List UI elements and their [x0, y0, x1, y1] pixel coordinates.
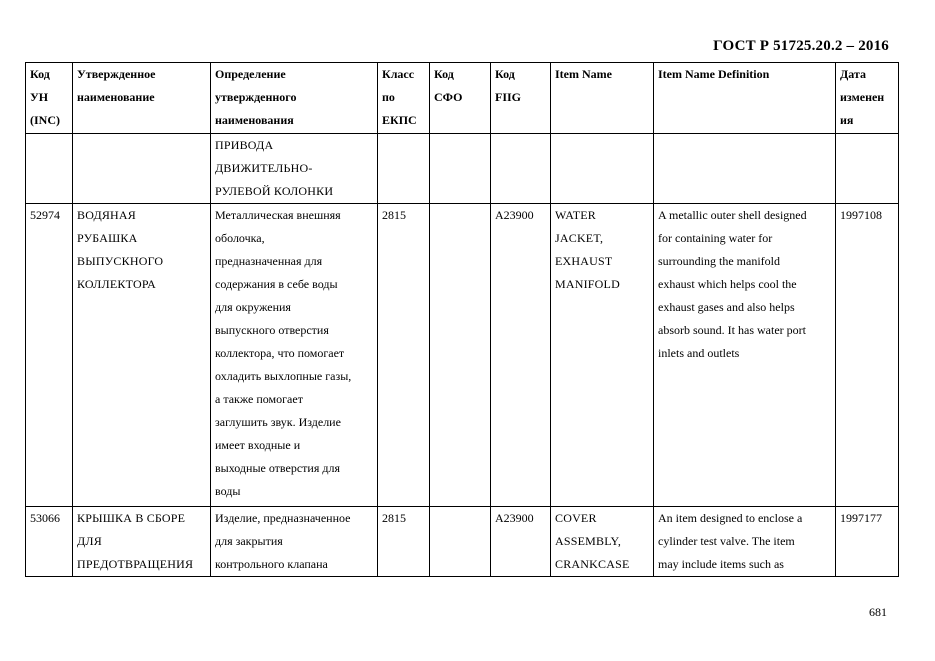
cell-approved-name: КРЫШКА В СБОРЕ ДЛЯ ПРЕДОТВРАЩЕНИЯ: [73, 507, 211, 577]
cell-inc: 52974: [26, 204, 73, 507]
table-row: [26, 507, 899, 577]
column-header-item-name-definition: Item Name Definition: [654, 63, 836, 134]
cell-inc: 53066: [26, 507, 73, 577]
cell-sfo-code: [430, 204, 491, 507]
cell-definition: Металлическая внешняя оболочка, предназначенная для содержания в себе воды для окружения выпускного отверстия коллектора, что помогает охладить выхлопные газы, а также помогает заглушить звук. Изделие имеет входные и выходные отверстия для воды: [211, 204, 378, 507]
table-header-row: [26, 63, 899, 134]
column-header-item-name: Item Name: [551, 63, 654, 134]
cell-item-name-definition: An item designed to enclose a cylinder test valve. The item may include items such as: [654, 507, 836, 577]
table-row: [26, 134, 899, 204]
column-header-inc: Код УН (INC): [26, 63, 73, 134]
cell-item-name-definition: A metallic outer shell designed for containing water for surrounding the manifold exhaust which helps cool the exhaust gases and also helps absorb sound. It has water port inlets and outlets: [654, 204, 836, 507]
cell-sfo-code: [430, 134, 491, 204]
cell-item-name-definition: [654, 134, 836, 204]
document-standard-title: ГОСТ Р 51725.20.2 – 2016: [713, 38, 889, 54]
cell-fiig-code: A23900: [491, 507, 551, 577]
gost-item-table: [25, 62, 899, 577]
cell-definition: Изделие, предназначенное для закрытия контрольного клапана: [211, 507, 378, 577]
page-number: 681: [869, 605, 887, 619]
column-header-fiig-code: Код FIIG: [491, 63, 551, 134]
cell-sfo-code: [430, 507, 491, 577]
table-row: [26, 204, 899, 507]
cell-change-date: [836, 134, 899, 204]
column-header-sfo-code: Код СФО: [430, 63, 491, 134]
cell-approved-name: [73, 134, 211, 204]
cell-item-name: COVER ASSEMBLY, CRANKCASE: [551, 507, 654, 577]
cell-ekps-class: 2815: [378, 507, 430, 577]
cell-definition: ПРИВОДА ДВИЖИТЕЛЬНО- РУЛЕВОЙ КОЛОНКИ: [211, 134, 378, 204]
cell-fiig-code: [491, 134, 551, 204]
cell-inc: [26, 134, 73, 204]
cell-change-date: 1997108: [836, 204, 899, 507]
column-header-definition: Определение утвержденного наименования: [211, 63, 378, 134]
cell-item-name: [551, 134, 654, 204]
cell-ekps-class: 2815: [378, 204, 430, 507]
cell-fiig-code: A23900: [491, 204, 551, 507]
cell-change-date: 1997177: [836, 507, 899, 577]
column-header-approved-name: Утвержденное наименование: [73, 63, 211, 134]
cell-ekps-class: [378, 134, 430, 204]
cell-approved-name: ВОДЯНАЯ РУБАШКА ВЫПУСКНОГО КОЛЛЕКТОРА: [73, 204, 211, 507]
column-header-ekps-class: Класс по ЕКПС: [378, 63, 430, 134]
cell-item-name: WATER JACKET, EXHAUST MANIFOLD: [551, 204, 654, 507]
column-header-change-date: Дата изменен ия: [836, 63, 899, 134]
